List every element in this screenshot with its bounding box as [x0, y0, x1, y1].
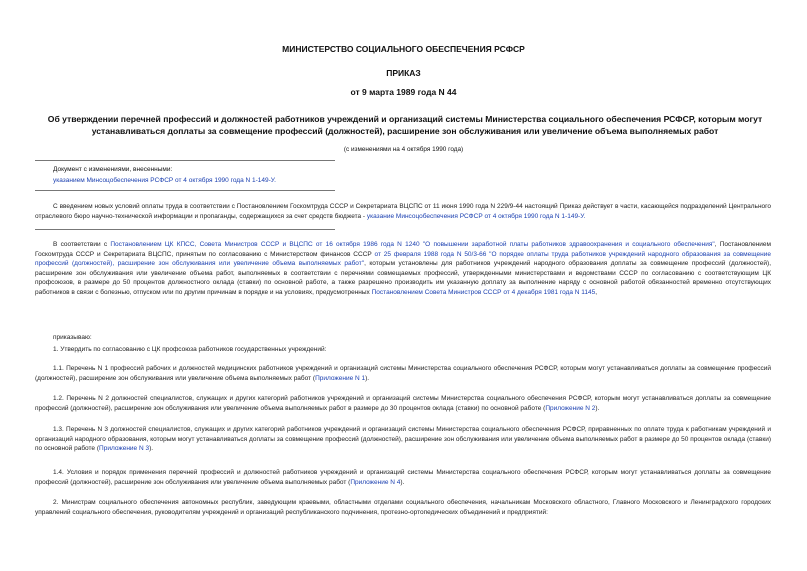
item-1-1: [35, 364, 771, 383]
item-text: ).: [149, 445, 154, 452]
preamble-text: , Постановлением Госкомтруда СССР и Секретариата ВЦСПС, принятым по согласованию с Министерством финансов СССР: [35, 241, 772, 258]
preamble-paragraph: [35, 240, 771, 297]
appendix-1-link[interactable]: Приложение N 1: [315, 374, 366, 382]
notice-paragraph: [35, 202, 771, 221]
divider: [35, 160, 335, 161]
preamble-text: В соответствии с: [53, 241, 111, 248]
preamble-link-50-3-66[interactable]: от 25 февраля 1988 года N 50/3-66 "О порядке оплаты труда работников учреждений народного образования за совмещение профессий (должностей), расширение зон обслуживания или увеличение объема выполняемых работ": [35, 250, 771, 267]
order-word: приказываю:: [53, 334, 92, 341]
item-1-2: [35, 394, 771, 413]
changes-link[interactable]: указанием Минсоцобеспечения РСФСР от 4 октября 1990 года N 1-149-У.: [53, 177, 276, 184]
document-type: ПРИКАЗ: [386, 68, 421, 78]
item-text: 1.2. Перечень N 2 должностей специалистов, служащих и других категорий работников учреждений и организаций системы Министерства социального обеспечения РСФСР, которым могут устанавливаться доплаты за совмещение профессий (должностей), расширение зон обслуживания или увеличение объема выполняемых работ в размере до 30 процентов оклада (ставки) по основной работе (: [35, 395, 771, 412]
item-text: 1.3. Перечень N 3 должностей специалистов, служащих и других категорий работников учреждений и организаций системы Министерства социального обеспечения РСФСР, приравненных по оплате труда к работникам учреждений и организаций народного образования, которым могут устанавливаться доплаты за совмещение профессий (должностей), расширение зон обслуживания или увеличение объема выполняемых работ в размере до 50 процентов оклада (ставки) по основной работе (: [35, 426, 771, 452]
appendix-3-link[interactable]: Приложение N 3: [99, 445, 150, 452]
item-text: 1.4. Условия и порядок применения перечней профессий и должностей работников учреждений и организаций системы Министерства социального обеспечения РСФСР, которым могут устанавливаться доплаты за совмещение профессий (должностей), расширение зон обслуживания или увеличение объема выполняемых работ (: [35, 469, 771, 486]
preamble-text: ,: [595, 288, 598, 296]
preamble-link-1240[interactable]: Постановлением ЦК КПСС, Совета Министров СССР и ВЦСПС от 16 октября 1986 года N 1240 "О повышении заработной платы работников здравоохранения и социального обеспечения": [110, 241, 715, 248]
preamble-text: , которым установлены для работников учреждений народного образования доплаты за совмещение профессий (должностей), расширение зон обслуживания или увеличение объема работ, выполняемых в соответствии с перечнями совмещаемых профессий, утвержденными министерствами и ведомствами СССР по согласованию с соответствующим ЦК профсоюзов, в размере до 50 процентов должностного оклада (ставки) по основной работе, а также разрешено производить им указанную доплату за выполнение наряду с основной работой обязанностей временно отсутствующих работников в связи с болезнью, отпуском или по другим причинам в порядке и на условиях, предусмотренных: [35, 260, 771, 296]
item-1: 1. Утвердить по согласованию с ЦК профсоюза работников государственных учреждений:: [53, 346, 327, 353]
document-title: Об утверждении перечней профессий и должностей работников учреждений и организаций системы Министерства социального обеспечения РСФСР, которым могут устанавливаться доплаты за совмещение профессий (должностей), расширение зон обслуживания или увеличение объема выполняемых работ: [47, 114, 763, 136]
amendment-note: (с изменениями на 4 октября 1990 года): [343, 146, 464, 153]
item-text: 1.1. Перечень N 1 профессий рабочих и должностей медицинских работников учреждений и организаций системы Министерства социального обеспечения РСФСР, которым могут устанавливаться доплаты за совмещение профессий (должностей), расширение зон обслуживания или увеличение объема выполняемых работ (: [35, 365, 771, 382]
item-text: ).: [400, 478, 405, 486]
item-text: ).: [595, 404, 600, 412]
item-1-3: [35, 425, 771, 454]
item-text: ).: [365, 374, 370, 382]
ministry-heading: МИНИСТЕРСТВО СОЦИАЛЬНОГО ОБЕСПЕЧЕНИЯ РСФСР: [282, 44, 525, 54]
item-2: 2. Министрам социального обеспечения автономных республик, заведующим краевыми, областными отделами социального обеспечения, начальникам Московского областного, Главного Московского и Ленинградского городских управлений социального обеспечения, руководителям учреждений и организаций республиканского подчинения, протезно-ортопедических объединений и предприятий:: [35, 499, 771, 516]
document-date-number: от 9 марта 1989 года N 44: [350, 87, 457, 97]
divider: [35, 229, 335, 230]
divider: [35, 190, 335, 191]
notice-link[interactable]: указание Минсоцобеспечения РСФСР от 4 октября 1990 года N 1-149-У.: [366, 212, 586, 220]
item-1-4: [35, 468, 771, 487]
preamble-link-1145[interactable]: Постановлением Совета Министров СССР от 4 декабря 1981 года N 1145: [371, 288, 596, 296]
appendix-2-link[interactable]: Приложение N 2: [545, 404, 596, 412]
notice-text: С введением новых условий оплаты труда в соответствии с Постановлением Госкомтруда СССР и Секретариата ВЦСПС от 11 июня 1990 года N 229/9-44 настоящий Приказ действует в части, касающейся подразделений Центрального отраслевого бюро научно-технической информации и пропаганды, содержащихся за счет средств бюджета -: [35, 203, 771, 220]
changes-label: Документ с изменениями, внесенными:: [53, 166, 173, 173]
appendix-4-link[interactable]: Приложение N 4: [350, 478, 401, 486]
